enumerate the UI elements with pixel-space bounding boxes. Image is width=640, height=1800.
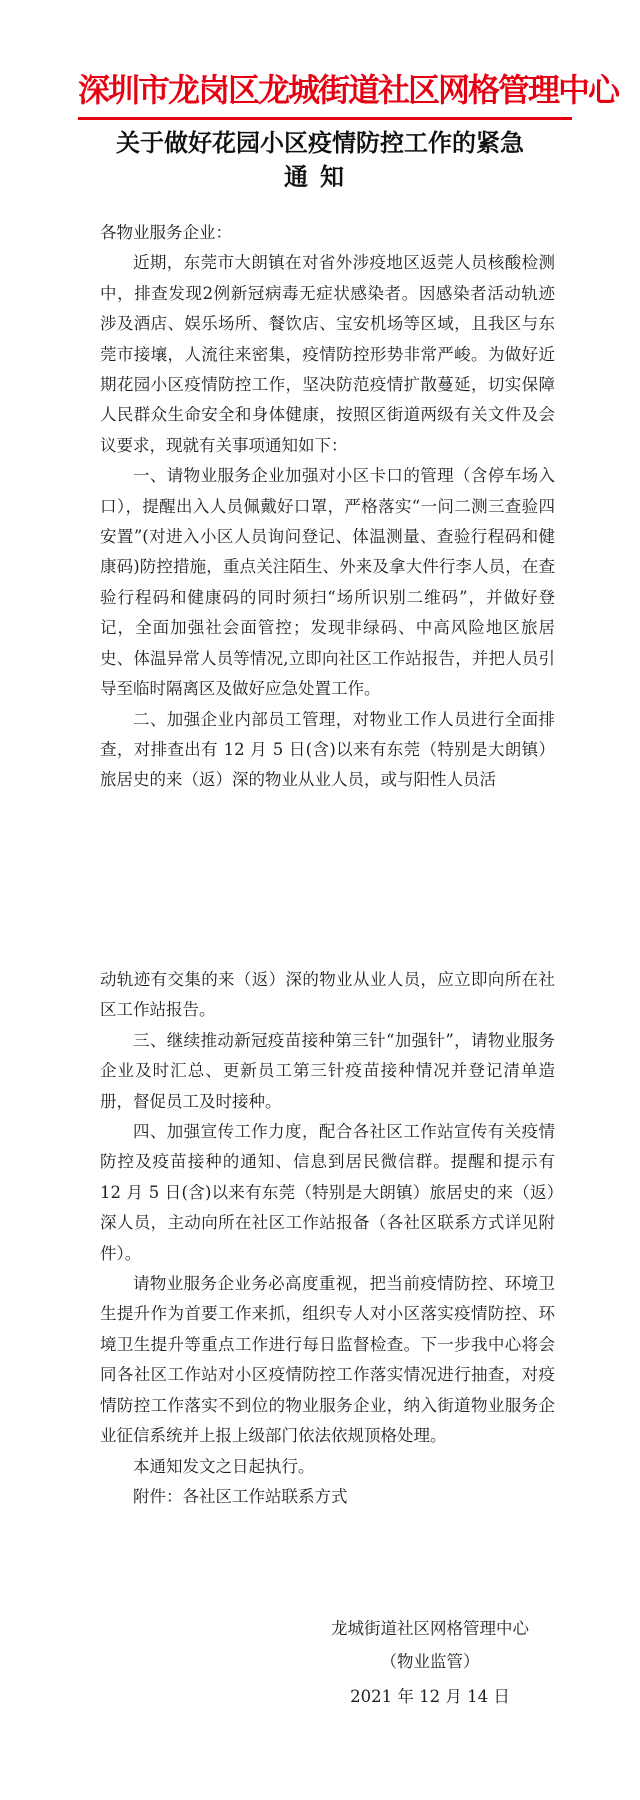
paragraph-item-4: 四、加强宣传工作力度，配合各社区工作站宣传有关疫情防控及疫苗接种的通知、信息到居民微信群。提醒和提示有 12 月 5 日(含)以来有东莞（特别是大朗镇）旅居史的来（返）深人员，主动向所在社区工作站报备（各社区联系方式详见附件）。	[100, 1122, 555, 1263]
paragraph-effective: 本通知发文之日起执行。	[133, 1456, 315, 1476]
paragraph-item-1: 一、请物业服务企业加强对小区卡口的管理（含停车场入口），提醒出入人员佩戴好口罩，严格落实“一问二测三查验四安置”(对进入小区人员询问登记、体温测量、查验行程码和健康码)防控措施，重点关注陌生、外来及拿大件行李人员，在查验行程码和健康码的同时须扫“场所识别二维码”，并做好登记，全面加强社会面管控；发现非绿码、中高风险地区旅居史、体温异常人员等情况,立即向社区工作站报告，并把人员引导至临时隔离区及做好应急处置工作。	[100, 466, 555, 699]
paragraph-item-2-continued: 动轨迹有交集的来（返）深的物业从业人员，应立即向所在社区工作站报告。	[100, 970, 555, 1020]
issuing-org-header: 深圳市龙岗区龙城街道社区网格管理中心	[78, 71, 619, 109]
notice-title	[60, 126, 580, 194]
paragraph-attachment: 附件：各社区工作站联系方式	[133, 1486, 348, 1506]
paragraph-item-2: 二、加强企业内部员工管理，对物业工作人员进行全面排查，对排查出有 12 月 5 日(含)以来有东莞（特别是大朗镇）旅居史的来（返）深的物业从业人员，或与阳性人员活	[100, 709, 555, 790]
title-line-2: 通知	[284, 162, 356, 191]
paragraph-item-3: 三、继续推动新冠疫苗接种第三针“加强针”，请物业服务企业及时汇总、更新员工第三针疫苗接种情况并登记清单造册，督促员工及时接种。	[100, 1030, 555, 1111]
notice-body-top	[100, 218, 555, 796]
title-line-1: 关于做好花园小区疫情防控工作的紧急	[116, 128, 524, 157]
notice-body-bottom	[100, 965, 555, 1512]
signature-org: 龙城街道社区网格管理中心	[331, 1619, 529, 1638]
red-separator-line	[78, 117, 572, 120]
salutation: 各物业服务企业：	[100, 223, 232, 242]
signature-dept: （物业监管）	[380, 1652, 480, 1671]
signature-date: 2021 年 12 月 14 日	[350, 1687, 510, 1706]
paragraph-requirements: 请物业服务企业务必高度重视，把当前疫情防控、环境卫生提升作为首要工作来抓，组织专人对小区落实疫情防控、环境卫生提升等重点工作进行每日监督检查。下一步我中心将会同各社区工作站对小区疫情防控工作落实情况进行抽查，对疫情防控工作落实不到位的物业服务企业，纳入街道物业服务企业征信系统并上报上级部门依法依规顶格处理。	[100, 1274, 555, 1446]
paragraph-intro: 近期，东莞市大朗镇在对省外涉疫地区返莞人员核酸检测中，排查发现2例新冠病毒无症状感染者。因感染者活动轨迹涉及酒店、娱乐场所、餐饮店、宝安机场等区域，且我区与东莞市接壤，人流往来密集，疫情防控形势非常严峻。为做好近期花园小区疫情防控工作，坚决防范疫情扩散蔓延，切实保障人民群众生命安全和身体健康，按照区街道两级有关文件及会议要求，现就有关事项通知如下：	[100, 253, 555, 455]
